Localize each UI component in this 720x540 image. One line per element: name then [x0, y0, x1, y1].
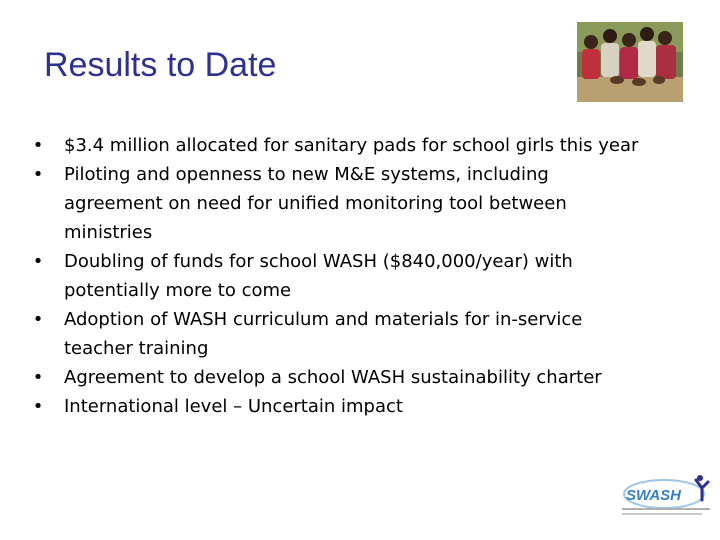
svg-text:SWASH: SWASH: [626, 487, 682, 504]
swash-logo: [616, 474, 716, 524]
bullet-item: [30, 305, 710, 363]
bullet-item: [30, 363, 710, 392]
bullet-text: Piloting and openness to new M&E systems, including agreement on need for unified monitoring tool between ministries: [64, 164, 567, 243]
children-group-photo: [577, 22, 683, 102]
bullet-dot: •: [32, 251, 44, 272]
bullet-dot: •: [32, 135, 44, 156]
bullet-dot: •: [32, 164, 44, 185]
bullet-list: [30, 131, 710, 421]
bullet-text: Adoption of WASH curriculum and materials for in-service teacher training: [64, 309, 583, 359]
bullet-text: $3.4 million allocated for sanitary pads for school girls this year: [64, 135, 639, 156]
bullet-text: Doubling of funds for school WASH ($840,000/year) with potentially more to come: [64, 251, 573, 301]
slide-title: Results to Date: [44, 46, 277, 84]
bullet-item: [30, 247, 710, 305]
bullet-item: [30, 392, 710, 421]
bullet-dot: •: [32, 367, 44, 388]
bullet-dot: •: [32, 396, 44, 417]
swash-logo-mark: [616, 474, 716, 524]
bullet-item: [30, 160, 710, 247]
photo-illustration: [577, 22, 683, 102]
bullet-text: Agreement to develop a school WASH sustainability charter: [64, 367, 602, 388]
bullet-text: International level – Uncertain impact: [64, 396, 403, 417]
bullet-item: [30, 131, 710, 160]
bullet-dot: •: [32, 309, 44, 330]
